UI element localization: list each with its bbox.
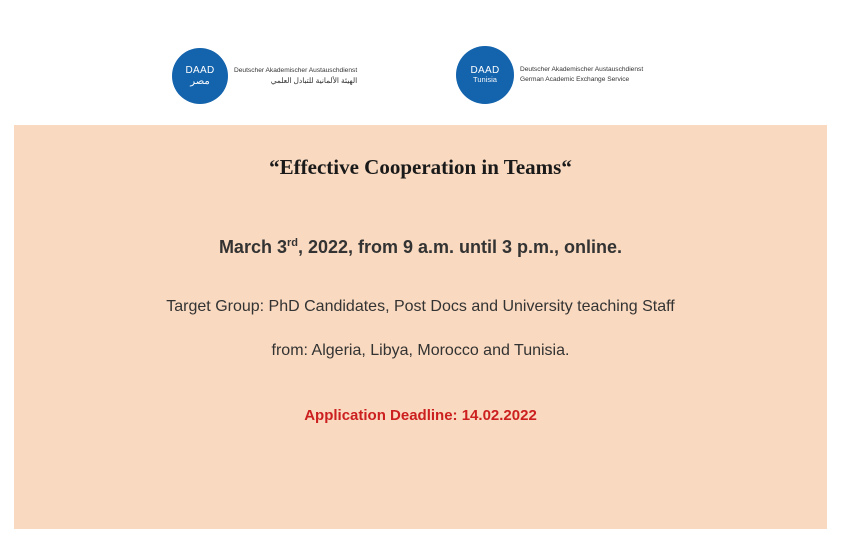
logo-wordmark: [520, 65, 643, 85]
application-deadline: Application Deadline: 14.02.2022: [304, 407, 537, 424]
daad-tunisia-logo: [456, 46, 643, 104]
daad-egypt-logo: [172, 48, 357, 104]
date-main: March 3: [218, 237, 287, 257]
date-ordinal-suffix: rd: [286, 237, 298, 249]
event-title: “Effective Cooperation in Teams“: [269, 155, 572, 179]
logo-line-english: German Academic Exchange Service: [520, 76, 630, 83]
seal-bottom-text: مصر: [190, 76, 210, 87]
target-group: Target Group: PhD Candidates, Post Docs and University teaching Staff: [166, 298, 675, 315]
seal-top-text: DAAD: [185, 64, 215, 76]
date-rest: , 2022, from 9 a.m. until 3 p.m., online.: [297, 237, 623, 257]
eligible-countries: from: Algeria, Libya, Morocco and Tunisia.: [271, 342, 570, 359]
seal-bottom-text: Tunisia: [473, 75, 497, 85]
logo-wordmark: [234, 66, 357, 87]
seal-top-text: DAAD: [470, 64, 500, 76]
logo-line-arabic: الهيئة الألمانية للتبادل العلمي: [270, 76, 358, 86]
logo-line-german: Deutscher Akademischer Austauschdienst: [520, 66, 644, 74]
daad-tunisia-seal: [456, 46, 514, 104]
logo-header: [0, 0, 845, 125]
event-banner: [14, 125, 827, 529]
logo-line-german: Deutscher Akademischer Austauschdienst: [234, 66, 358, 74]
event-date: [14, 237, 827, 258]
daad-egypt-seal: [172, 48, 228, 104]
